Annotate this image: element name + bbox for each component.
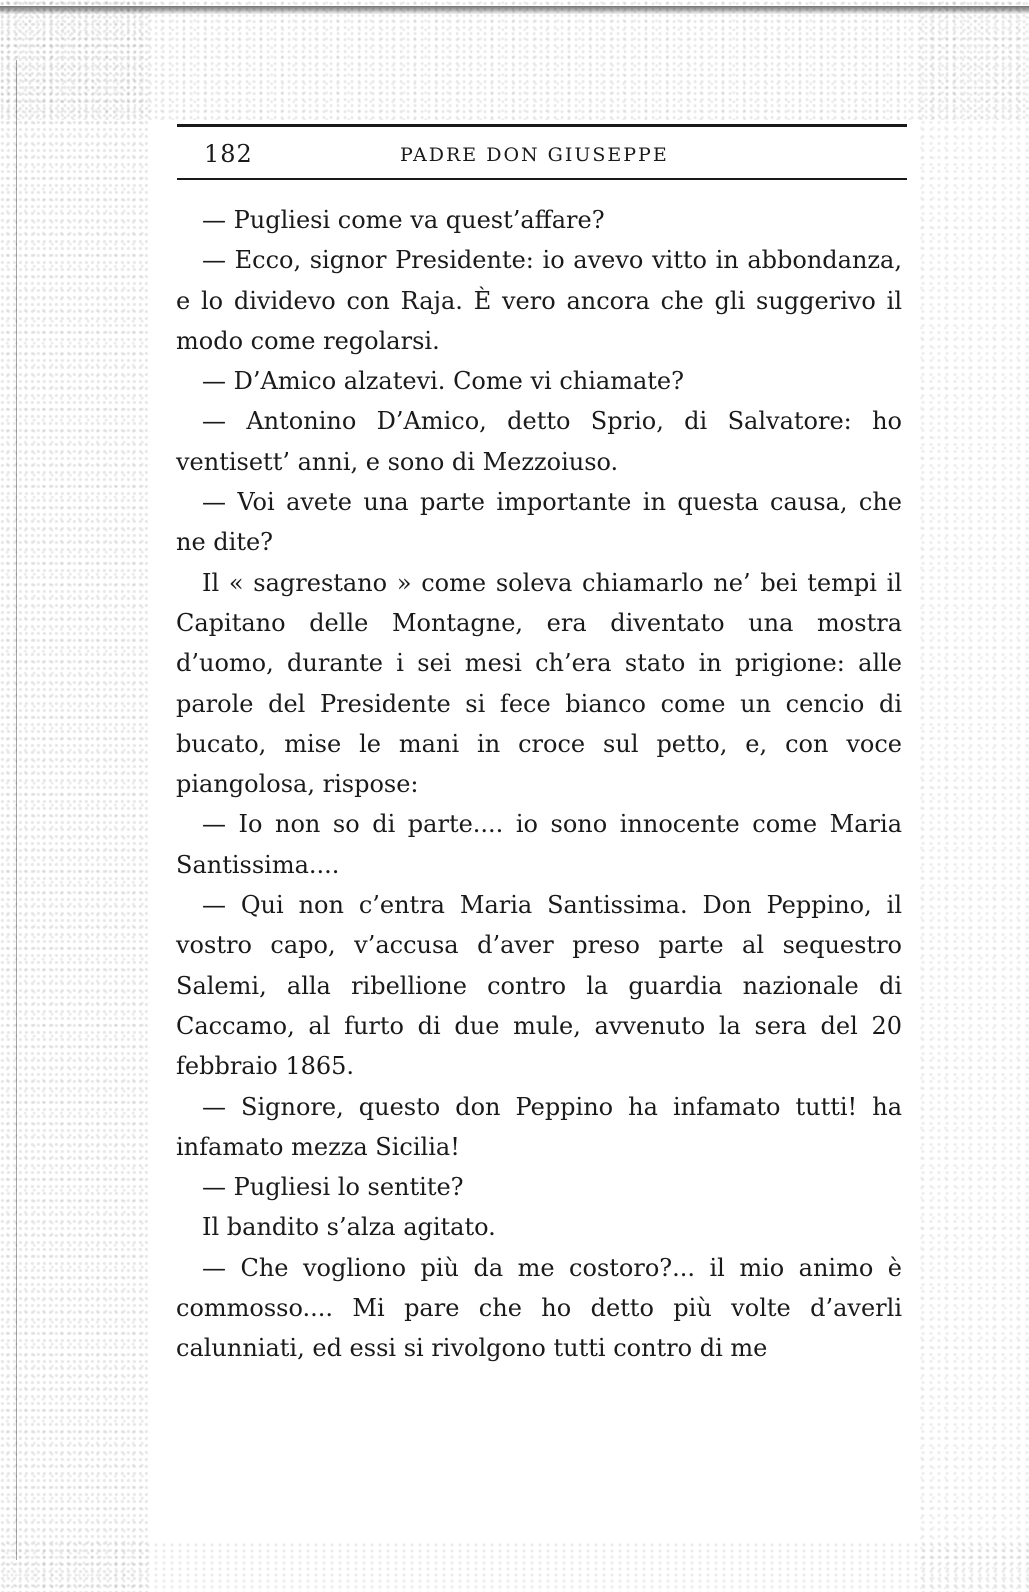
- paragraph: Il bandito s’alza agitato.: [202, 1213, 496, 1242]
- paragraph: — Io non so di parte.... io sono innocente come Maria Santissima....: [176, 810, 902, 879]
- paragraph: — Signore, questo don Peppino ha infamato tutti! ha infamato mezza Sicilia!: [176, 1092, 902, 1161]
- paragraph: — Pugliesi come va quest’affare?: [202, 206, 605, 234]
- scan-noise-right: [919, 0, 1029, 1592]
- paragraph: — Ecco, signor Presidente: io avevo vitto in abbondanza, e lo dividevo con Raja. È vero ancora che gli suggerivo il modo come regolarsi.: [176, 246, 902, 355]
- paragraph: Il « sagrestano » come soleva chiamarlo ne’ bei tempi il Capitano delle Montagne, era diventato una mostra d’uomo, durante i sei mesi ch’era stato in prigione: alle parole del Presidente si fece bianco come un cencio di bucato, mise le mani in croce sul petto, e, con voce piangolosa, rispose:: [176, 568, 902, 799]
- scan-noise-top: [0, 0, 1029, 120]
- page-number: 182: [204, 140, 253, 168]
- paragraph: — Che vogliono più da me costoro?... il mio animo è commosso.... Mi pare che ho detto più volte d’averli calunniati, ed essi si rivolgono tutti contro di me: [176, 1253, 902, 1363]
- header-rule-top: [177, 124, 907, 127]
- scan-edge-line: [16, 60, 17, 1560]
- paragraph: — D’Amico alzatevi. Come vi chiamate?: [202, 367, 684, 396]
- header-rule-bottom: [177, 178, 907, 180]
- paragraph: — Voi avete una parte importante in questa causa, che ne dite?: [176, 488, 902, 557]
- paragraph: — Antonino D’Amico, detto Sprio, di Salvatore: ho ventisett’ anni, e sono di Mezzoiuso.: [176, 407, 902, 476]
- body-text: [176, 200, 902, 1369]
- paragraph: — Qui non c’entra Maria Santissima. Don Peppino, il vostro capo, v’accusa d’aver preso parte al sequestro Salemi, alla ribellione contro la guardia nazionale di Caccamo, al furto di due mule, avvenuto la sera del 20 febbraio 1865.: [176, 891, 902, 1081]
- running-title: PADRE DON GIUSEPPE: [400, 144, 669, 166]
- scan-noise-bottom: [0, 1542, 1029, 1592]
- paragraph: — Pugliesi lo sentite?: [202, 1173, 464, 1202]
- scan-noise-left: [0, 0, 150, 1592]
